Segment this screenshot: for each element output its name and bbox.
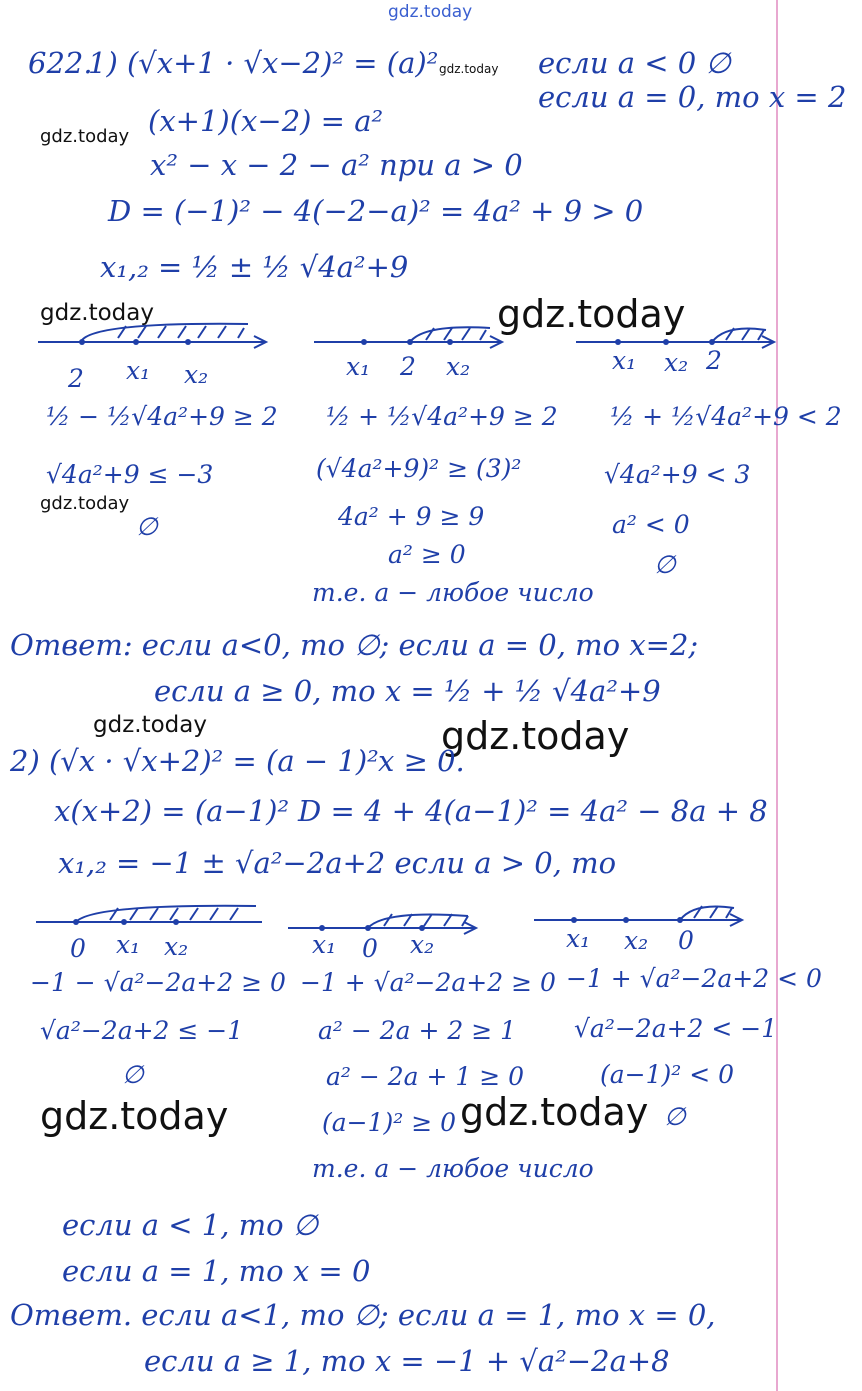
axis-label: x₁ bbox=[612, 346, 637, 375]
watermark: gdz.today bbox=[40, 300, 154, 326]
axis-label: x₁ bbox=[126, 356, 151, 385]
part1-case-neg: если a < 0 ∅ bbox=[538, 46, 731, 80]
part2-condition-1: если a < 1, то ∅ bbox=[62, 1208, 319, 1242]
part2-case1-line: √a²−2a+2 ≤ −1 bbox=[40, 1016, 244, 1045]
part2-case1-empty: ∅ bbox=[122, 1060, 144, 1089]
watermark-top: gdz.today bbox=[388, 2, 473, 22]
part1-quadratic: x² − x − 2 − a² при a > 0 bbox=[150, 148, 523, 182]
watermark: gdz.today bbox=[93, 712, 207, 738]
part2-answer: Ответ. если a<1, то ∅; если a = 1, то x = 0, bbox=[10, 1298, 716, 1332]
axis-label: x₁ bbox=[566, 924, 591, 953]
watermark: gdz.today bbox=[40, 493, 130, 514]
part1-case2-line: 4a² + 9 ≥ 9 bbox=[338, 502, 485, 531]
part2-answer-cont: если a ≥ 1, то x = −1 + √a²−2a+8 bbox=[144, 1344, 670, 1378]
axis-label: 0 bbox=[362, 934, 378, 963]
part1-number-line-1 bbox=[38, 318, 270, 362]
axis-label: x₁ bbox=[312, 930, 337, 959]
part1-answer: Ответ: если a<0, то ∅; если a = 0, то x=2; bbox=[10, 628, 699, 662]
part2-discriminant: D = 4 + 4(a−1)² = 4a² − 8a + 8 bbox=[298, 794, 768, 828]
part1-case3-empty: ∅ bbox=[654, 550, 676, 579]
watermark: gdz.today bbox=[40, 126, 130, 147]
part2-case2-conclusion: т.е. a − любое число bbox=[312, 1154, 594, 1183]
part2-case3-line: √a²−2a+2 < −1 bbox=[574, 1014, 778, 1043]
part1-case2-line: ½ + ½√4a²+9 ≥ 2 bbox=[326, 402, 558, 431]
part1-case1-line: ½ − ½√4a²+9 ≥ 2 bbox=[46, 402, 278, 431]
part1-case3-line: √4a²+9 < 3 bbox=[604, 460, 751, 489]
watermark: gdz.today bbox=[40, 1094, 229, 1138]
axis-label: x₂ bbox=[164, 932, 189, 961]
part1-equation: 1) (√x+1 · √x−2)² = (a)² bbox=[88, 46, 439, 80]
part1-case2-conclusion: т.е. a − любое число bbox=[312, 578, 594, 607]
watermark: gdz.today bbox=[441, 714, 630, 758]
part2-domain: x ≥ 0. bbox=[378, 744, 465, 778]
margin-rule bbox=[776, 0, 778, 1391]
part2-product: x(x+2) = (a−1)² bbox=[54, 794, 290, 828]
part2-case2-line: (a−1)² ≥ 0 bbox=[322, 1108, 457, 1137]
watermark: gdz.today bbox=[439, 62, 499, 76]
axis-label: 2 bbox=[68, 364, 84, 393]
part1-case2-line: (√4a²+9)² ≥ (3)² bbox=[316, 454, 522, 483]
axis-label: x₁ bbox=[116, 930, 141, 959]
problem-number: 622. bbox=[28, 46, 93, 80]
part2-case3-empty: ∅ bbox=[664, 1102, 686, 1131]
part2-equation: 2) (√x · √x+2)² = (a − 1)² bbox=[10, 744, 379, 778]
part1-case3-line: a² < 0 bbox=[612, 510, 690, 539]
part2-roots: x₁,₂ = −1 ± √a²−2a+2 если a > 0, то bbox=[58, 846, 617, 880]
part2-case2-line: a² − 2a + 2 ≥ 1 bbox=[318, 1016, 517, 1045]
part1-discriminant: D = (−1)² − 4(−2−a)² = 4a² + 9 > 0 bbox=[108, 194, 644, 228]
part1-case1-empty: ∅ bbox=[136, 512, 158, 541]
part2-case2-line: a² − 2a + 1 ≥ 0 bbox=[326, 1062, 525, 1091]
part1-answer-cont: если a ≥ 0, то x = ½ + ½ √4a²+9 bbox=[154, 674, 661, 708]
axis-label: x₂ bbox=[664, 348, 689, 377]
watermark: gdz.today bbox=[460, 1090, 649, 1134]
part1-case3-line: ½ + ½√4a²+9 < 2 bbox=[610, 402, 842, 431]
axis-label: 0 bbox=[70, 934, 86, 963]
part2-case1-line: −1 − √a²−2a+2 ≥ 0 bbox=[30, 968, 286, 997]
axis-label: 2 bbox=[400, 352, 416, 381]
part2-case3-line: −1 + √a²−2a+2 < 0 bbox=[566, 964, 822, 993]
part2-case3-line: (a−1)² < 0 bbox=[600, 1060, 735, 1089]
part1-roots: x₁,₂ = ½ ± ½ √4a²+9 bbox=[100, 250, 409, 284]
watermark: gdz.today bbox=[497, 292, 686, 336]
axis-label: 0 bbox=[678, 926, 694, 955]
axis-label: x₂ bbox=[184, 360, 209, 389]
axis-label: x₂ bbox=[446, 352, 471, 381]
axis-label: 2 bbox=[706, 346, 722, 375]
axis-label: x₂ bbox=[410, 930, 435, 959]
part2-condition-2: если a = 1, то x = 0 bbox=[62, 1254, 371, 1288]
part2-case2-line: −1 + √a²−2a+2 ≥ 0 bbox=[300, 968, 556, 997]
axis-label: x₁ bbox=[346, 352, 371, 381]
part1-case1-line: √4a²+9 ≤ −3 bbox=[46, 460, 214, 489]
part1-case2-line: a² ≥ 0 bbox=[388, 540, 466, 569]
part1-case-zero: если a = 0, то x = 2 bbox=[538, 80, 847, 114]
axis-label: x₂ bbox=[624, 926, 649, 955]
part1-product: (x+1)(x−2) = a² bbox=[148, 104, 384, 138]
